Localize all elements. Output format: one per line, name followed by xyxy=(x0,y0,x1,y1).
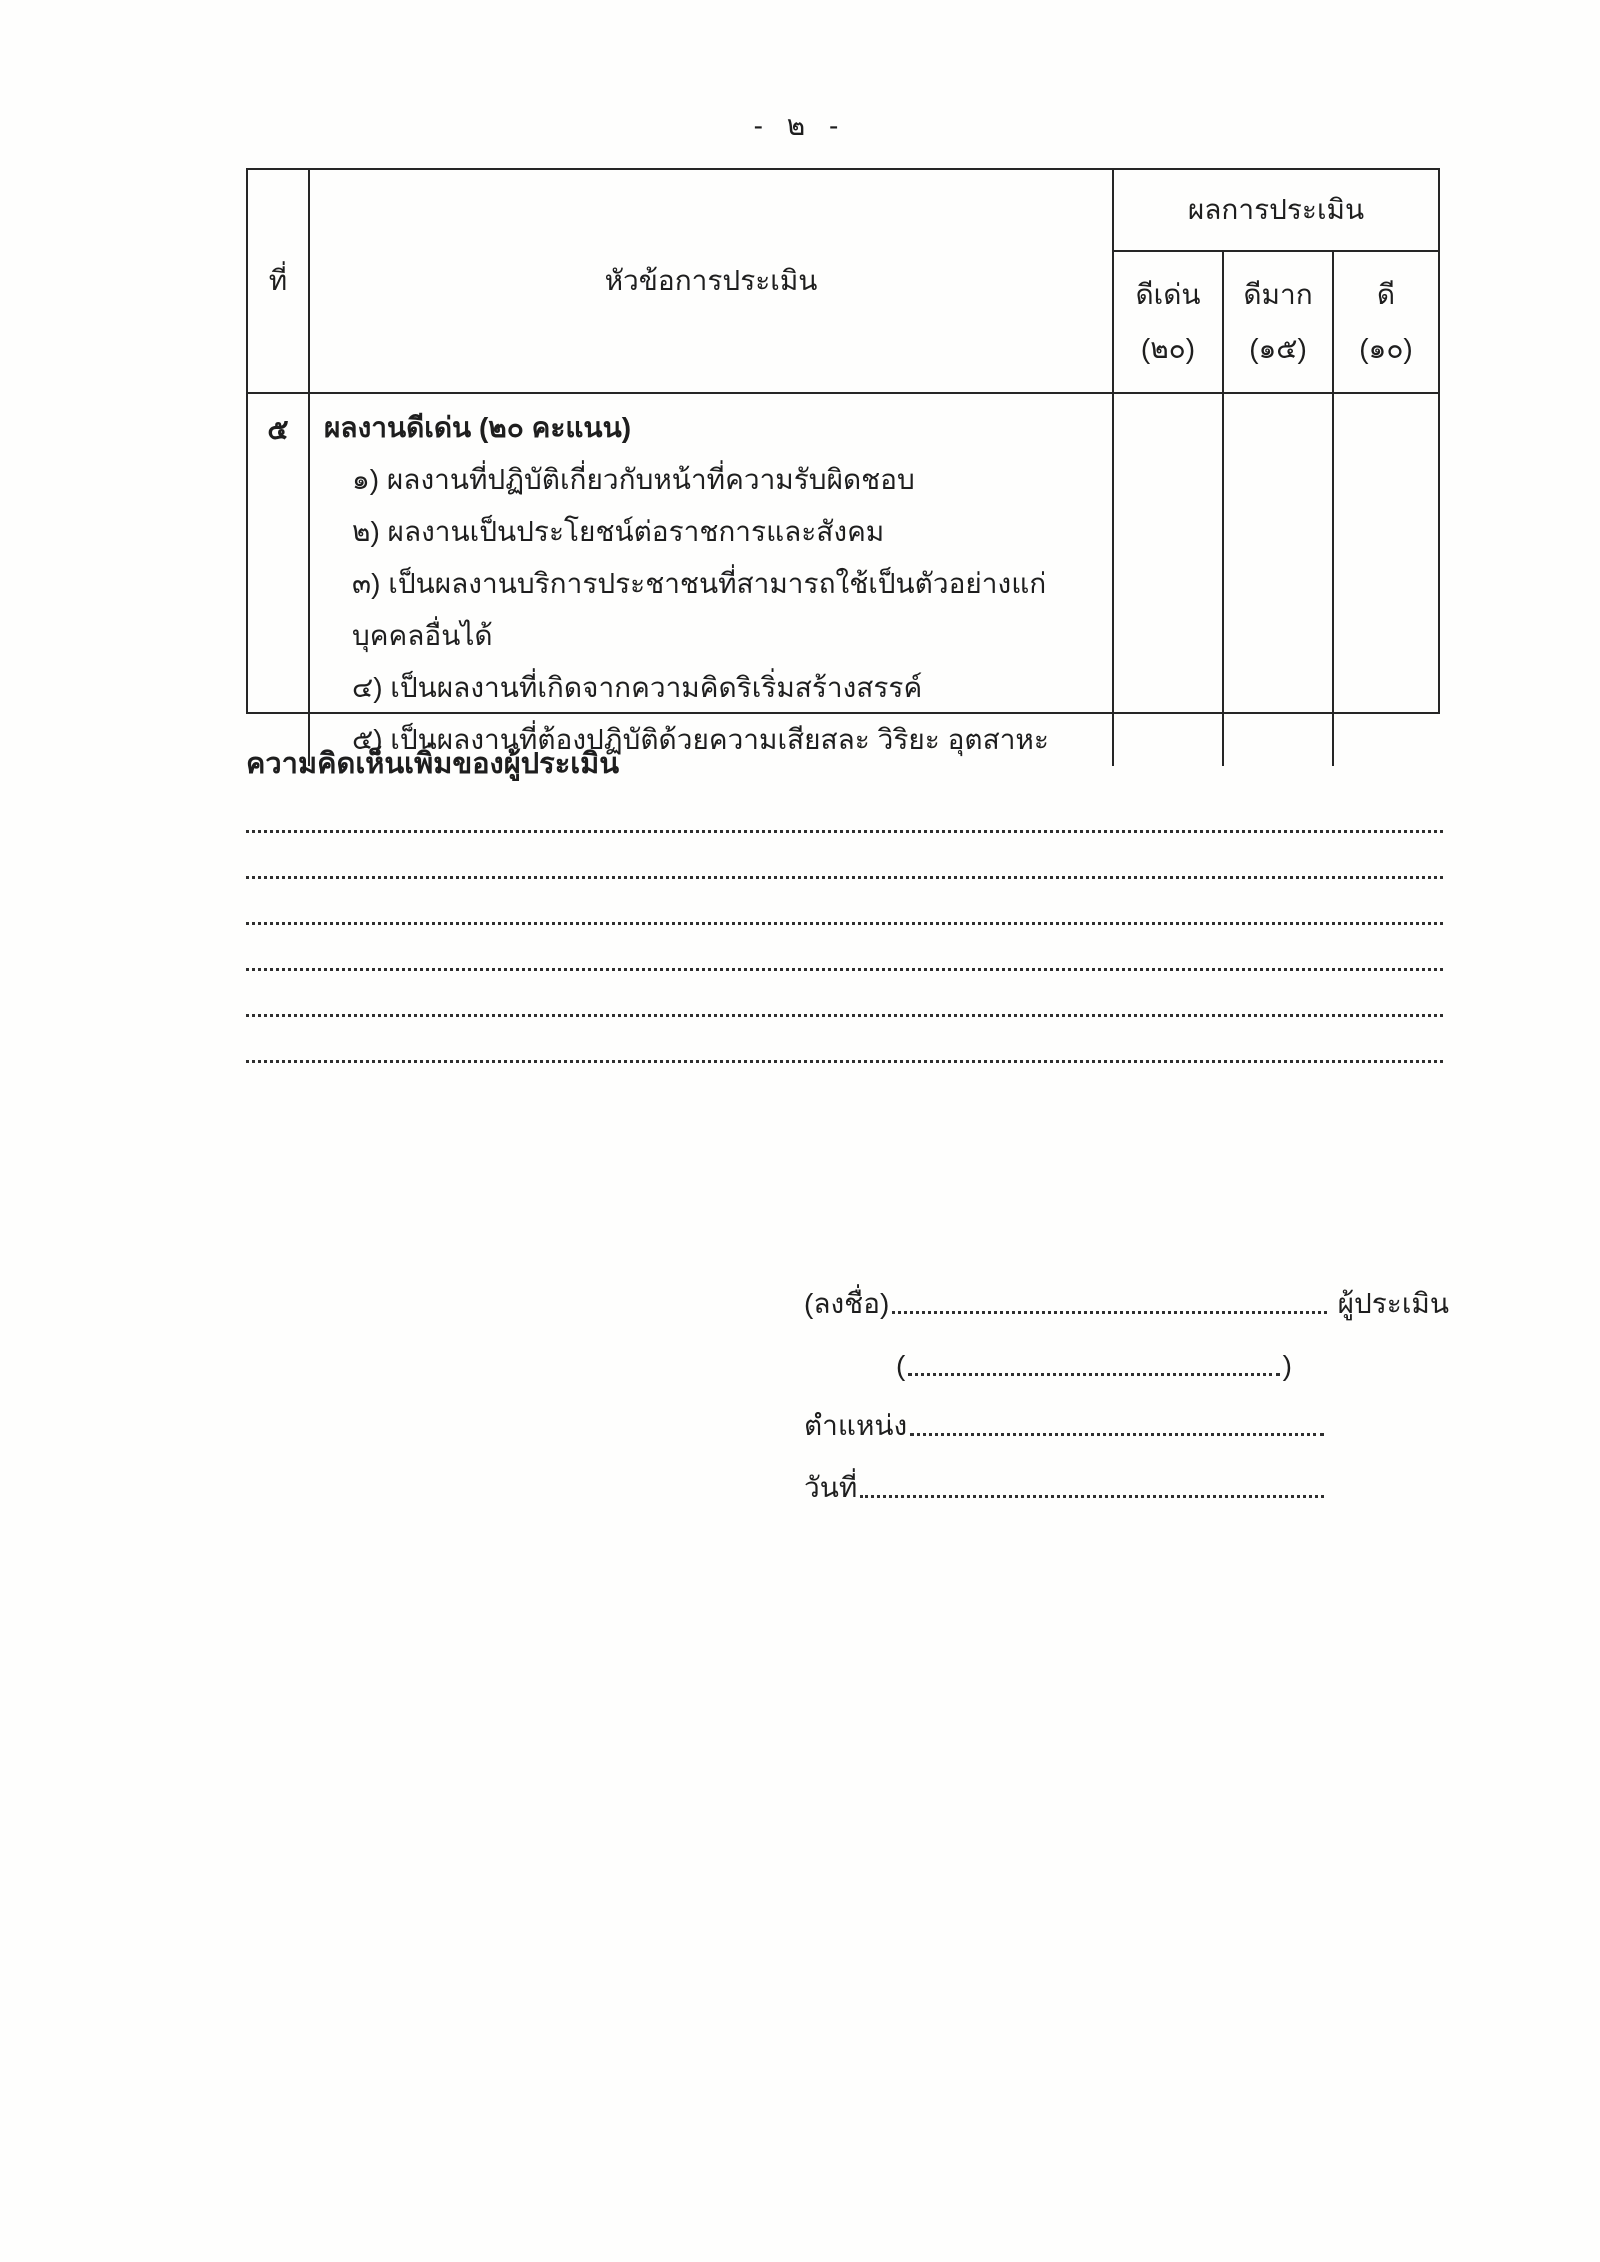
signature-name-dotted-line xyxy=(908,1373,1279,1376)
row-topic-item: ๓) เป็นผลงานบริการประชาชนที่สามารถใช้เป็นตัวอย่างแก่บุคคลอื่นได้ xyxy=(352,568,1047,651)
row-topic-item: ๔) เป็นผลงานที่เกิดจากความคิดริเริ่มสร้างสรรค์ xyxy=(352,672,923,703)
signature-date-label: วันที่ xyxy=(804,1471,858,1503)
evaluation-table xyxy=(246,168,1440,755)
row-topic-item: ๑) ผลงานที่ปฏิบัติเกี่ยวกับหน้าที่ความรับผิดชอบ xyxy=(352,464,915,495)
signature-name-row xyxy=(896,1342,1292,1382)
score-cell-good xyxy=(1334,394,1438,766)
signature-name-close-paren: ) xyxy=(1282,1349,1292,1381)
signature-position-row xyxy=(804,1402,1327,1442)
column-header-outstanding-score: (๒๐) xyxy=(1140,333,1196,365)
column-header-good-label: ดี xyxy=(1376,278,1396,310)
signature-name-open-paren: ( xyxy=(896,1349,906,1381)
column-header-verygood xyxy=(1224,252,1334,394)
signature-sign-dotted-line xyxy=(892,1311,1326,1314)
column-header-verygood-label: ดีมาก xyxy=(1243,278,1313,310)
comment-ruled-line xyxy=(246,1060,1443,1063)
column-header-no: ที่ xyxy=(248,170,310,394)
comment-ruled-line xyxy=(246,968,1443,971)
signature-sign-row xyxy=(804,1280,1449,1320)
page-number: - ๒ - xyxy=(753,110,847,141)
signature-date-row xyxy=(804,1464,1327,1504)
column-header-good xyxy=(1334,252,1438,394)
signature-position-dotted-line xyxy=(910,1433,1324,1436)
comment-ruled-line xyxy=(246,830,1443,833)
row-topic-title: ผลงานดีเด่น (๒๐ คะแนน) xyxy=(324,412,632,443)
row-number: ๕ xyxy=(248,394,310,766)
row-topic xyxy=(310,394,1114,766)
column-header-verygood-score: (๑๕) xyxy=(1249,333,1307,365)
signature-sign-label: (ลงชื่อ) xyxy=(804,1287,890,1319)
column-header-outstanding xyxy=(1114,252,1224,394)
column-header-result: ผลการประเมิน xyxy=(1114,170,1438,252)
score-cell-verygood xyxy=(1224,394,1334,766)
signature-evaluator-label: ผู้ประเมิน xyxy=(1337,1287,1449,1319)
comment-ruled-line xyxy=(246,922,1443,925)
score-cell-outstanding xyxy=(1114,394,1224,766)
column-header-topic: หัวข้อการประเมิน xyxy=(310,170,1114,394)
row-topic-item: ๕) เป็นผลงานที่ต้องปฏิบัติด้วยความเสียสละ วิริยะ อุตสาหะ xyxy=(352,724,1049,755)
comment-ruled-line xyxy=(246,1014,1443,1017)
column-header-good-score: (๑๐) xyxy=(1359,333,1413,365)
comments-heading: ความคิดเห็นเพิ่มของผู้ประเมิน xyxy=(246,748,620,780)
signature-date-dotted-line xyxy=(860,1495,1324,1498)
comment-ruled-line xyxy=(246,876,1443,879)
row-topic-item: ๒) ผลงานเป็นประโยชน์ต่อราชการและสังคม xyxy=(352,516,885,547)
column-header-outstanding-label: ดีเด่น xyxy=(1135,278,1201,310)
signature-position-label: ตำแหน่ง xyxy=(804,1409,908,1441)
